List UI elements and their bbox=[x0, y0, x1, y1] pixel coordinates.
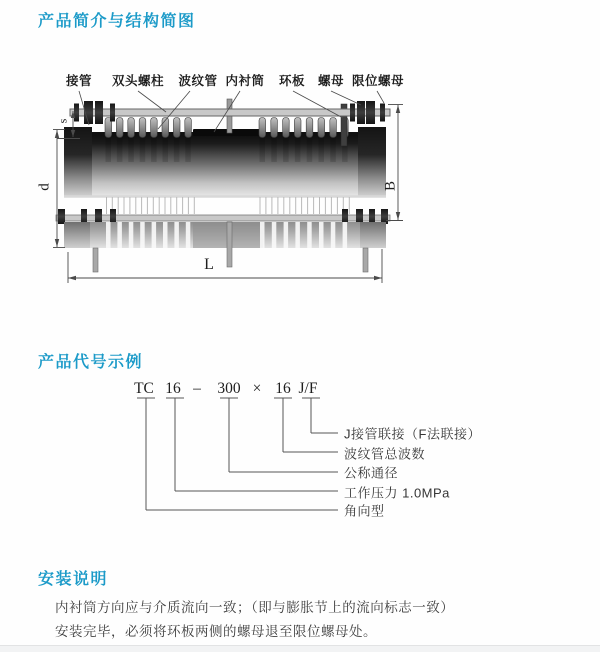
part-label-stud: 双头螺柱 bbox=[111, 74, 165, 88]
part-label-limit-nut: 限位螺母 bbox=[351, 74, 405, 88]
section-title-intro: 产品简介与结构简图 bbox=[38, 13, 196, 30]
legend-item-waves: 波纹管总波数 bbox=[344, 446, 426, 462]
code-token-dash: – bbox=[193, 380, 201, 397]
legend-item-connection: J接管联接（F法联接） bbox=[344, 426, 481, 442]
part-label-bellows: 波纹管 bbox=[178, 74, 218, 88]
install-line-1: 内衬筒方向应与介质流向一致；（即与膨胀节上的流向标志一致） bbox=[55, 600, 455, 615]
joint-body bbox=[64, 127, 386, 196]
code-token-type: TC bbox=[134, 380, 154, 397]
part-label-liner: 内衬筒 bbox=[225, 74, 265, 88]
code-legend-lines bbox=[137, 398, 338, 510]
code-token-diameter: 300 bbox=[217, 380, 241, 397]
page-bottom-strip bbox=[0, 645, 600, 652]
dim-label-B: B bbox=[382, 180, 399, 192]
legend-item-diameter: 公称通径 bbox=[344, 465, 399, 481]
code-token-pressure: 16 bbox=[165, 380, 181, 397]
legend-item-pressure: 工作压力 1.0MPa bbox=[344, 485, 450, 501]
section-title-install: 安装说明 bbox=[38, 571, 109, 588]
dim-label-L: L bbox=[204, 256, 214, 273]
section-title-code: 产品代号示例 bbox=[38, 354, 144, 371]
code-token-connection: J/F bbox=[298, 380, 318, 397]
code-token-multiply: × bbox=[252, 380, 262, 397]
part-label-nut: 螺母 bbox=[317, 74, 345, 88]
install-line-2: 安装完毕，必须将环板两侧的螺母退至限位螺母处。 bbox=[55, 624, 377, 639]
legend-item-type: 角向型 bbox=[344, 503, 385, 519]
code-token-waves: 16 bbox=[275, 380, 291, 397]
part-label-ring-plate: 环板 bbox=[278, 74, 306, 88]
dim-label-d: d bbox=[36, 183, 53, 191]
joint-bottom-half bbox=[56, 197, 390, 272]
part-label-connector-pipe: 接管 bbox=[65, 74, 93, 88]
dim-label-s: s bbox=[55, 118, 70, 124]
